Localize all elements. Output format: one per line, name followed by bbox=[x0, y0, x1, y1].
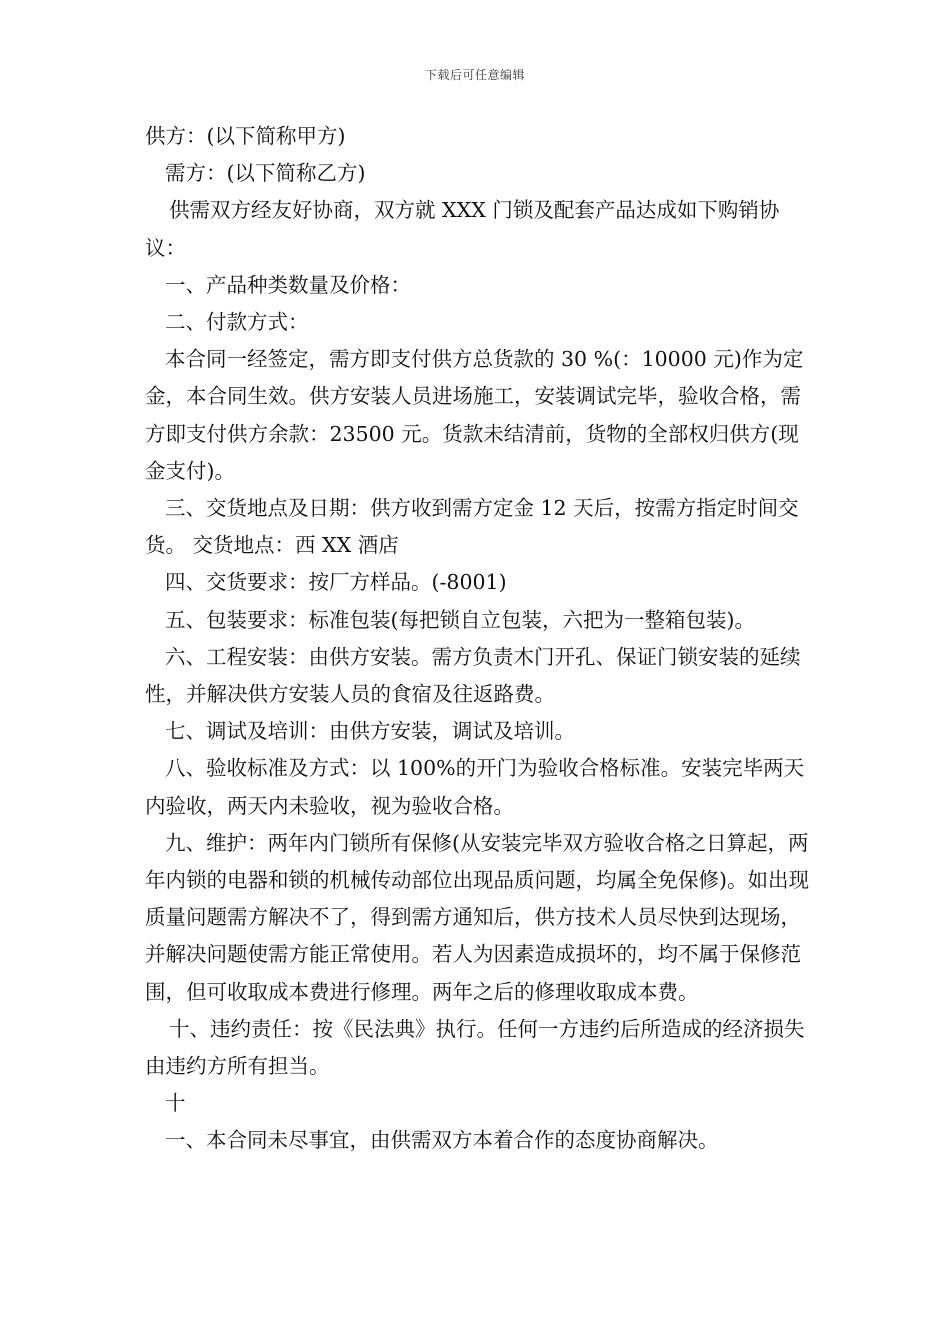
party-supplier: 供方：(以下简称甲方) bbox=[145, 124, 346, 148]
clause-10: 十、违约责任：按《民法典》执行。任何一方违约后所造成的经济损失由违约方所有担当。 bbox=[145, 1016, 805, 1079]
clause-7: 七、调试及培训：由供方安装，调试及培训。 bbox=[165, 719, 575, 744]
contract-body bbox=[145, 118, 810, 1160]
clause-8: 八、验收标准及方式：以 100%的开门为验收合格标准。安装完毕两天内验收，两天内未验收，视为验收合格。 bbox=[145, 756, 805, 818]
party-buyer: 需方：(以下简称乙方) bbox=[165, 161, 366, 186]
clause-11-body: 一、本合同未尽事宜，由供需双方本着合作的态度协商解决。 bbox=[165, 1128, 719, 1153]
clause-1-heading: 一、产品种类数量及价格： bbox=[165, 272, 411, 297]
clause-3: 三、交货地点及日期：供方收到需方定金 12 天后，按需方指定时间交货。 交货地点：西 XX 酒店 bbox=[145, 496, 799, 558]
clause-9: 九、维护：两年内门锁所有保修(从安装完毕双方验收合格之日算起，两年内锁的电器和锁的机械传动部位出现品质问题，均属全免保修)。如出现质量问题需方解决不了，得到需方通知后，供方技术人员尽快到达现场，并解决问题使需方能正常使用。若人为因素造成损坏的，均不属于保修范围，但可收取成本费进行修理。两年之后的修理收取成本费。 bbox=[145, 830, 809, 1004]
intro-paragraph: 供需双方经友好协商，双方就 XXX 门锁及配套产品达成如下购销协议： bbox=[145, 198, 780, 260]
clause-5: 五、包装要求：标准包装(每把锁自立包装，六把为一整箱包装)。 bbox=[165, 607, 755, 632]
clause-2-heading: 二、付款方式： bbox=[165, 310, 309, 335]
page-header: 下载后可任意编辑 bbox=[424, 68, 525, 82]
clause-6: 六、工程安装：由供方安装。需方负责木门开孔、保证门锁安装的延续性，并解决供方安装人员的食宿及往返路费。 bbox=[145, 644, 801, 707]
clause-4: 四、交货要求：按厂方样品。(-8001) bbox=[165, 570, 507, 595]
clause-2-body: 本合同一经签定，需方即支付供方总货款的 30 %(：10000 元)作为定金，本合同生效。供方安装人员进场施工，安装调试完毕，验收合格，需方即支付供方余款：23500 元。货款未结清前，货物的全部权归供方(现金支付)。 bbox=[145, 347, 804, 483]
clause-11-number: 十 bbox=[165, 1091, 186, 1116]
